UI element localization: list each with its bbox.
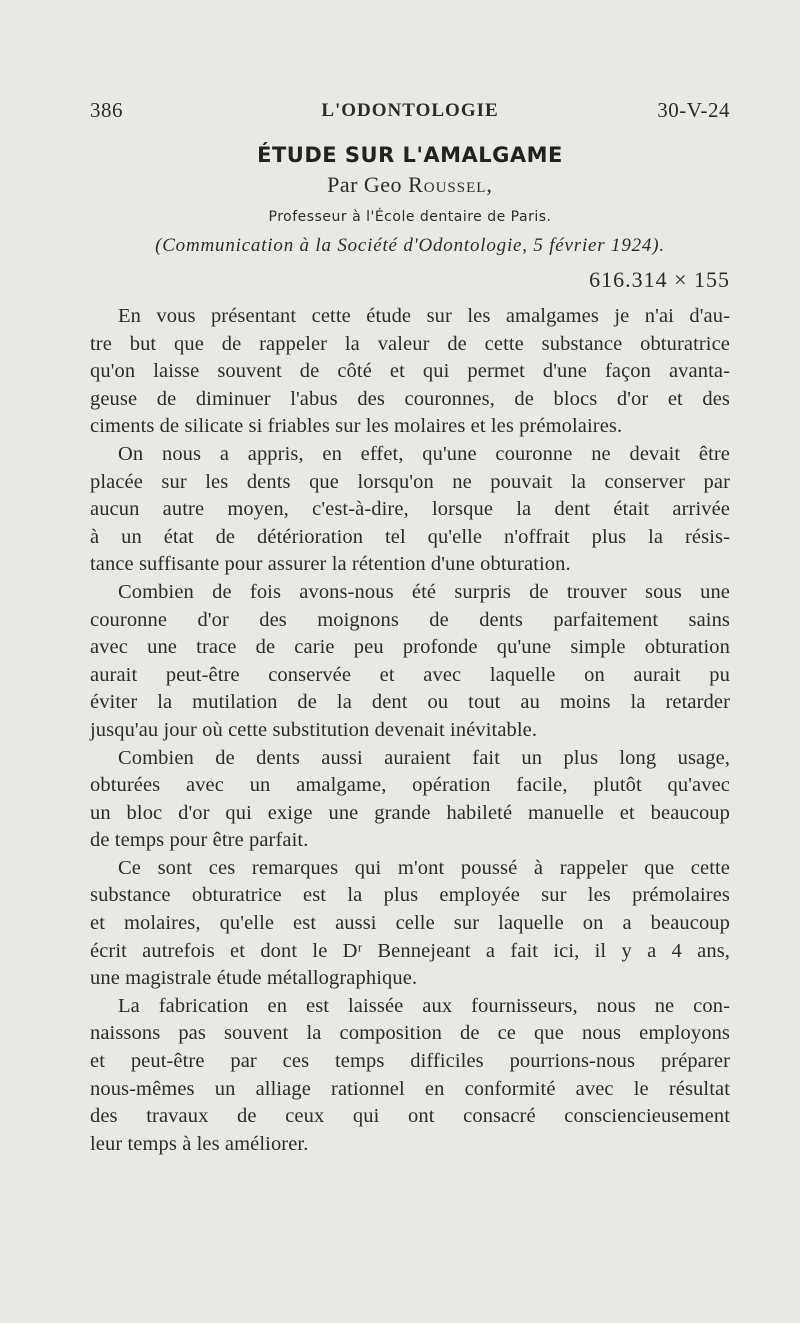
body-line: avec une trace de carie peu profonde qu'une simple obturation	[90, 636, 730, 659]
body-line: qu'on laisse souvent de côté et qui permet d'une façon avanta-	[90, 360, 730, 383]
body-line: couronne d'or des moignons de dents parfaitement sains	[90, 608, 730, 631]
author-affiliation: Professeur à l'École dentaire de Paris.	[268, 209, 552, 225]
body-line: leur temps à les améliorer.	[90, 1132, 309, 1155]
body-line: Ce sont ces remarques qui m'ont poussé à rappeler que cette	[118, 856, 730, 879]
body-line: aurait peut-être conservée et avec laquelle on aurait pu	[90, 663, 730, 686]
body-line: ciments de silicate si friables sur les molaires et les prémolaires.	[90, 415, 623, 438]
byline-prefix: Par Geo	[327, 172, 409, 197]
body-line: En vous présentant cette étude sur les amalgames je n'ai d'au-	[118, 305, 730, 327]
body-line: écrit autrefois et dont le Dʳ Bennejeant a fait ici, il y a 4 ans,	[90, 939, 730, 962]
body-line: substance obturatrice est la plus employée sur les prémolaires	[90, 884, 730, 907]
body-line: placée sur les dents que lorsqu'on ne pouvait la conserver par	[90, 470, 730, 493]
body-line: Combien de fois avons-nous été surpris de trouver sous une	[118, 580, 730, 603]
body-line: geuse de diminuer l'abus des couronnes, de blocs d'or et des	[90, 387, 730, 410]
page-number: 386	[90, 98, 123, 122]
body-line: naissons pas souvent la composition de ce que nous employons	[90, 1022, 730, 1045]
issue-date: 30-V-24	[657, 98, 730, 122]
body-line: On nous a appris, en effet, qu'une couronne ne devait être	[118, 442, 730, 465]
body-line: tance suffisante pour assurer la rétention d'une obturation.	[90, 553, 571, 576]
article-title: ÉTUDE SUR L'AMALGAME	[257, 143, 563, 167]
body-line: Combien de dents aussi auraient fait un plus long usage,	[118, 746, 730, 769]
body-line: une magistrale étude métallographique.	[90, 967, 418, 990]
author-name: Roussel,	[408, 172, 493, 197]
byline	[90, 172, 730, 198]
body-line: La fabrication en est laissée aux fournisseurs, nous ne con-	[118, 994, 730, 1017]
body-line: à un état de détérioration tel qu'elle n'offrait plus la résis-	[90, 525, 730, 548]
communication-note: (Communication à la Société d'Odontologie, 5 février 1924).	[155, 235, 665, 256]
body-line: de temps pour être parfait.	[90, 829, 309, 852]
article-body	[90, 303, 730, 1158]
body-line: obturées avec un amalgame, opération facile, plutôt qu'avec	[90, 774, 730, 797]
body-line: et peut-être par ces temps difficiles pourrions-nous préparer	[90, 1050, 730, 1073]
body-line: aucun autre moyen, c'est-à-dire, lorsque la dent était arrivée	[90, 498, 730, 521]
body-line: un bloc d'or qui exige une grande habileté manuelle et beaucoup	[90, 801, 730, 824]
body-line: jusqu'au jour où cette substitution devenait inévitable.	[90, 718, 538, 741]
body-line: éviter la mutilation de la dent ou tout au moins la retarder	[90, 691, 730, 714]
body-line: des travaux de ceux qui ont consacré consciencieusement	[90, 1105, 730, 1128]
classification-number: 616.314 × 155	[589, 267, 730, 292]
body-line: nous-mêmes un alliage rationnel en conformité avec le résultat	[90, 1077, 730, 1100]
body-line: et molaires, qu'elle est aussi celle sur laquelle on a beaucoup	[90, 912, 730, 935]
body-line: tre but que de rappeler la valeur de cette substance obturatrice	[90, 332, 730, 355]
journal-title: L'ODONTOLOGIE	[321, 100, 499, 121]
running-header	[90, 98, 730, 128]
